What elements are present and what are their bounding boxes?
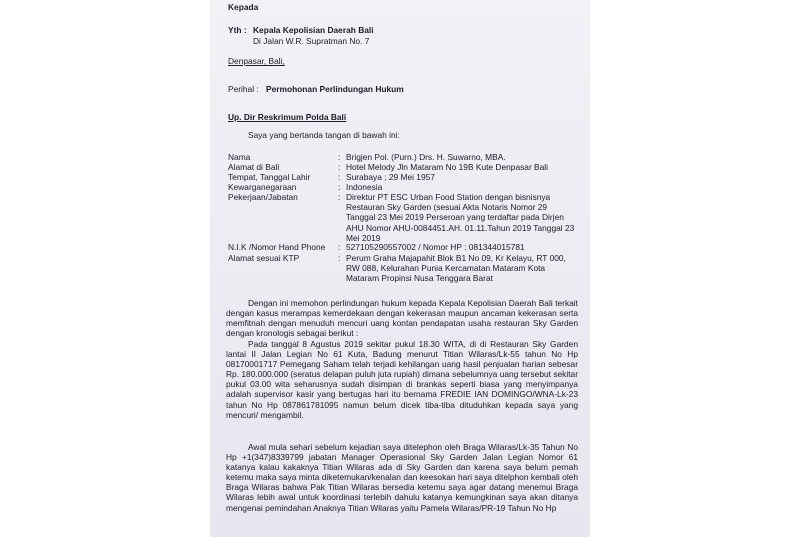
attention-line: Up. Dir Reskrimum Polda Bali [228,112,347,122]
identity-value: 527105290557002 / Nomor HP : 081344015781 [346,242,525,252]
identity-label: Pekerjaan/Jabatan [228,192,298,202]
identity-label: Alamat sesuai KTP [228,253,300,263]
perihal-label: Perihal : [228,84,259,94]
yth-prefix: Yth : [228,25,247,35]
identity-value: Hotel Melody Jln Mataram No 19B Kute Denpasar Bali [346,162,549,172]
identity-value: Indonesia [346,182,383,192]
identity-label: Kewarganegaraan [228,182,297,192]
identity-value: Brigjen Pol. (Purn.) Drs. H. Suwarno, MBA. [346,152,506,162]
paragraph-request: Dengan ini memohon perlindungan hukum kepada Kepala Kepolisian Daerah Bali terkait dengan kasus merampas kemerdekaan dengan kekerasan maupun ancaman kekerasan serta memfitnah dengan menuduh mencuri uang kontan pendapatan usaha restauran Sky Garden dengan kronologis sebagai berikut : [226,298,578,339]
identity-label: N.I.K /Nomor Hand Phone [228,242,326,252]
recipient-address: Di Jalan W.R. Supratman No. 7 [253,36,370,46]
identity-label: Alamat di Bali [228,162,280,172]
paragraph-chronology: Pada tanggal 8 Agustus 2019 sekitar pukul 18.30 WITA, di di Restauran Sky Garden lantai II Jalan Legian No 61 Kuta, Badung menurut Titian Wilaras/Lk-55 tahun No Hp 08170001717 Pemegang Saham telah terjadi kehilangan uang hasil penjualan harian sebesar Rp. 180.000.000 (seratus delapan puluh juta rupiah) dimana sebelumnya uang tersebut sekitar pukul 03.00 wita seharusnya sudah disimpan di brankas seperti biasa yang menyimpanya adalah supervisor kasir yang bertugas hari itu bernama FREDIE IAN DOMINGO/WNA-Lk-23 tahun No Hp 087861781095 namun belum dicek tiba-tiba dituduhkan kepada saya yang mencuri/ mengambil. [226,339,578,420]
identity-value: Perum Graha Majapahit Blok B1 No 09, Kr Kelayu, RT 000, RW 088, Kelurahan Punia Kercamatan Mataram Kota Mataram Propinsi Nusa Tenggara Barat [346,253,566,284]
identity-label: Tempat, Tanggal Lahir [228,172,311,182]
city-line: Denpasar, Bali, [228,56,285,66]
identity-value: Surabaya ; 29 Mei 1957 [346,172,435,182]
perihal-value: Permohonan Perlindungan Hukum [266,84,404,94]
identity-label: Nama [228,152,251,162]
recipient-name: Kepala Kepolisian Daerah Bali [253,25,374,35]
kepada-label: Kepada [228,2,259,12]
paragraph-background: Awal mula sehari sebelum kejadian saya ditelephon oleh Braga Wilaras/Lk-35 Tahun No Hp +1(347)8339799 jabatan Manager Operasional Sky Garden Jalan Legian Nomor 61 katanya kalau kakaknya Titian Wilaras ada di Sky Garden dan karena saya belum pernah ketemu maka saya minta diketemukan/kenalan dan keesokan hari saya ditelphon kembali oleh Braga Wilaras bahwa Pak Titian Wilaras bersedia ketemu saya agar datang menemui Braga Wilaras lebih awal untuk koordinasi terlebih dahulu katanya kemungkinan saya akan ditanya mengenai pemindahan Anaknya Titian Wilaras yaitu Pamela Wilaras/PR-19 Tahun No Hp [226,442,578,513]
identity-value: Direktur PT ESC Urban Food Station dengan bisnisnya Restauran Sky Garden (sesuai Akta Notaris Nomor 29 Tanggal 23 Mei 2019 Perseroan yang terdaftar pada Dirjen AHU Nomor AHU-0084451.AH. 01.11.Tahun 2019 Tanggal 23 Mei 2019 [346,192,575,243]
document-page: Kepada Yth : Kepala Kepolisian Daerah Bali Di Jalan W.R. Supratman No. 7 Denpasar, Bali, Perihal : Permohonan Perlindungan Hukum Up. Dir Reskrimum Polda Bali Saya yang bertanda tangan di bawah ini: Nama : Brigjen Pol. (Purn.) Drs. H. Suwarno, MBA. Alamat di Bali : Hotel Melody Jln Mataram No 19B Kute Denpasar Bali Tempat, Tanggal Lahir : Surabaya ; 29 Mei 1957 Kewarganegaraan : Indonesia Pekerjaan/Jabatan : Direktur PT ESC Urban Food Station dengan bisnisnya Restauran Sky Garden (sesuai Akta Notaris Nomor 29 Tanggal 23 Mei 2019 Perseroan yang terdaftar pada Dirjen AHU Nomor AHU-0084451.AH. 01.11.Tahun 2019 Tanggal 23 Mei 2019 N.I.K /Nomor Hand Phone : 527105290557002 / Nomor HP : 081344015781 Alamat sesuai KTP : Perum Graha Majapahit Blok B1 No 09, Kr Kelayu, RT 000, RW 088, Kelurahan Punia Kercamatan Mataram Kota Mataram Propinsi Nusa Tenggara Barat Dengan ini memohon perlindungan hukum kepada Kepala Kepolisian Daerah Bali terkait dengan kasus merampas kemerdekaan dengan kekerasan maupun ancaman kekerasan serta memfitnah dengan menuduh mencuri uang kontan pendapatan usaha restauran Sky Garden dengan kronologis sebagai berikut : Pada tanggal 8 Agustus 2019 sekitar pukul 18.30 WITA, di di Restauran Sky Garden lantai II Jalan Legian No 61 Kuta, Badung menurut Titian Wilaras/Lk-55 tahun No Hp 08170001717 Pemegang Saham telah terjadi kehilangan uang hasil penjualan harian sebesar Rp. 180.000.000 (seratus delapan puluh juta rupiah) dimana sebelumnya uang tersebut sekitar pukul 03.00 wita seharusnya sudah disimpan di brankas seperti biasa yang menyimpanya adalah supervisor kasir yang bertugas hari itu bernama FREDIE IAN DOMINGO/WNA-Lk-23 tahun No Hp 087861781095 namun belum dicek tiba-tiba dituduhkan kepada saya yang mencuri/ mengambil. Awal mula sehari sebelum kejadian saya ditelephon oleh Braga Wilaras/Lk-35 Tahun No Hp +1(347)8339799 jabatan Manager Operasional Sky Garden Jalan Legian Nomor 61 katanya kalau kakaknya Titian Wilaras ada di Sky Garden dan karena saya belum pernah ketemu maka saya minta diketemukan/kenalan dan keesokan hari saya ditelphon kembali oleh Braga Wilaras bahwa Pak Titian Wilaras bersedia ketemu saya agar datang menemui Braga Wilaras lebih awal untuk koordinasi terlebih dahulu katanya kemungkinan saya akan ditanya mengenai pemindahan Anaknya Titian Wilaras yaitu Pamela Wilaras/PR-19 Tahun No Hp [210,0,590,537]
intro-line: Saya yang bertanda tangan di bawah ini: [248,130,400,140]
